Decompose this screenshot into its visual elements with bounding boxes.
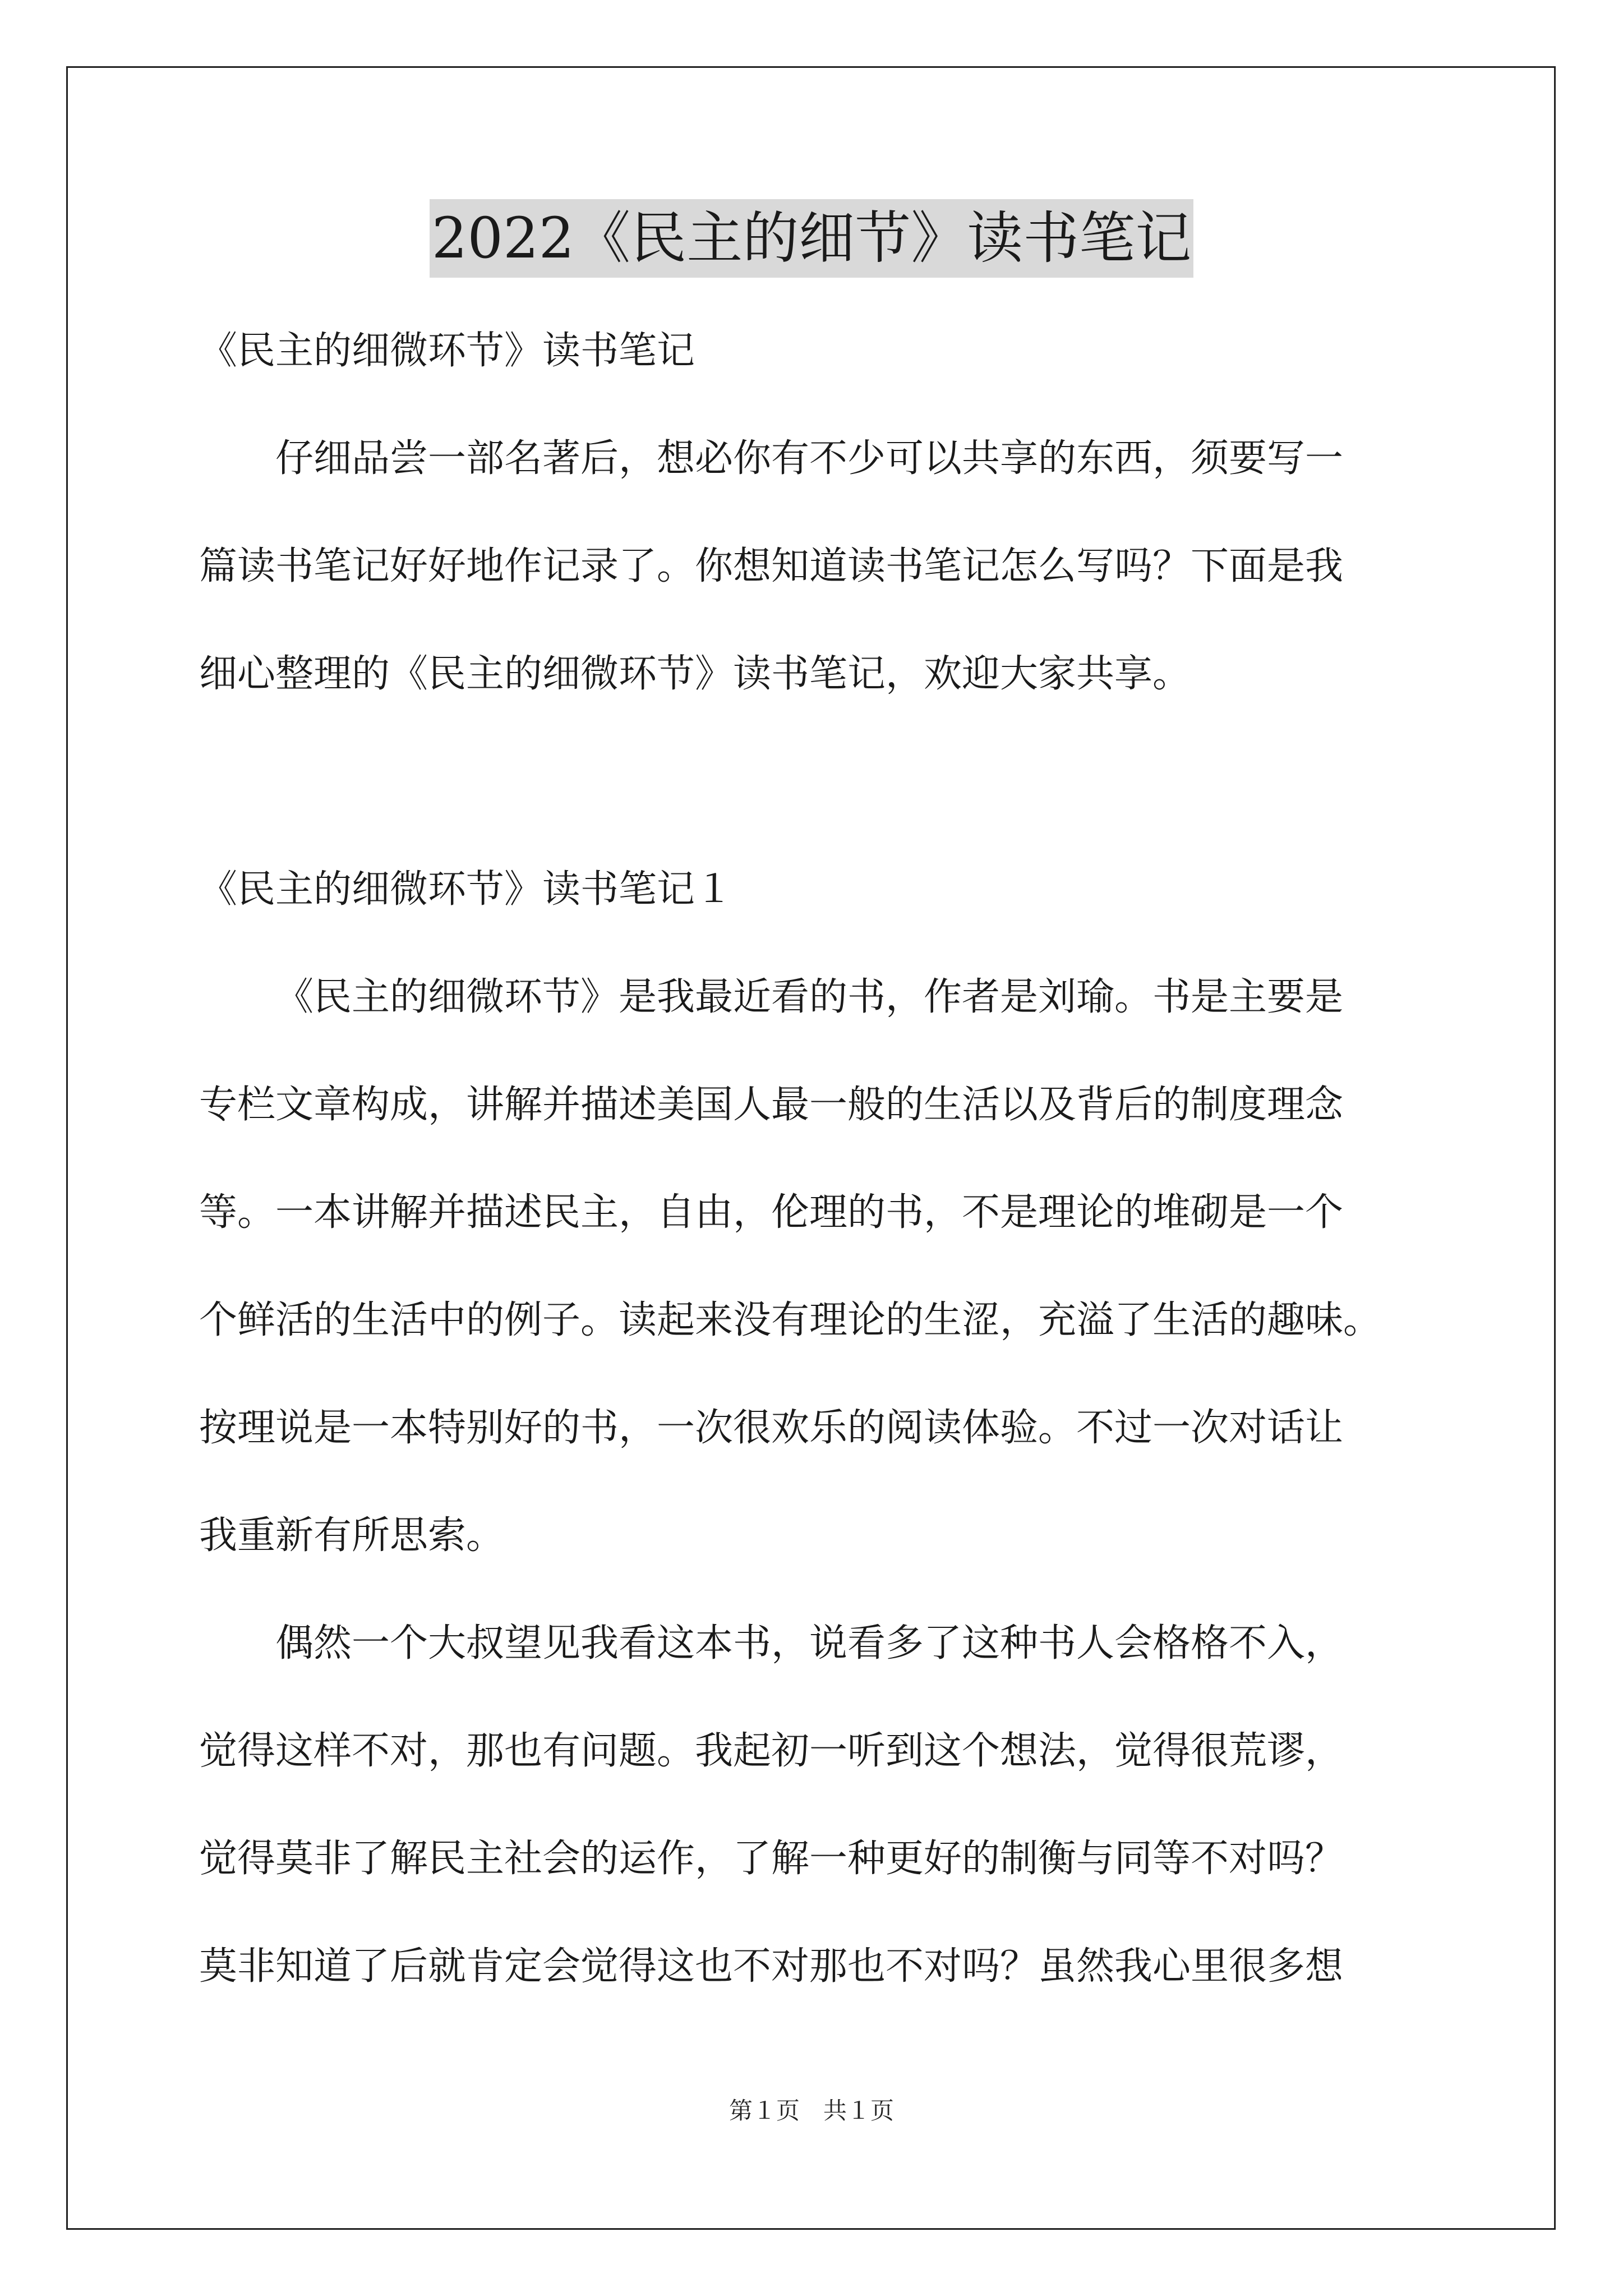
section1-para1-line: 我重新有所思索。 — [199, 1513, 505, 1558]
intro-line: 细心整理的《民主的细微环节》读书笔记，欢迎大家共享。 — [199, 652, 1191, 696]
intro-line: 篇读书笔记好好地作记录了。你想知道读书笔记怎么写吗？下面是我 — [199, 544, 1344, 588]
section1-para2-line: 莫非知道了后就肯定会觉得这也不对那也不对吗？虽然我心里很多想 — [199, 1944, 1344, 1989]
section1-para2-line: 觉得这样不对，那也有问题。我起初一听到这个想法，觉得很荒谬， — [199, 1729, 1344, 1773]
section1-para2-line: 觉得莫非了解民主社会的运作，了解一种更好的制衡与同等不对吗？ — [199, 1837, 1344, 1881]
section1-para1-line: 《民主的细微环节》是我最近看的书，作者是刘瑜。书是主要是 — [275, 975, 1344, 1019]
section1-para2-line: 偶然一个大叔望见我看这本书，说看多了这种书人会格格不入， — [275, 1621, 1344, 1665]
section1-para1-line: 等。一本讲解并描述民主，自由，伦理的书，不是理论的堆砌是一个 — [199, 1190, 1344, 1235]
section1-para1-line: 个鲜活的生活中的例子。读起来没有理论的生涩，充溢了生活的趣味。 — [199, 1298, 1382, 1342]
section1-para1-line: 专栏文章构成，讲解并描述美国人最一般的生活以及背后的制度理念 — [199, 1083, 1344, 1127]
intro-line: 仔细品尝一部名著后，想必你有不少可以共享的东西，须要写一 — [275, 436, 1344, 481]
document-body — [199, 297, 1433, 2021]
paragraph-gap — [199, 728, 1433, 836]
section1-heading: 《民主的细微环节》读书笔记１ — [199, 867, 734, 912]
section1-para1-line: 按理说是一本特别好的书，一次很欢乐的阅读体验。不过一次对话让 — [199, 1406, 1344, 1450]
document-title: 2022《民主的细节》读书笔记 — [430, 199, 1194, 278]
title-container — [0, 199, 1623, 278]
page-footer: 第１页 共１页 — [728, 2097, 894, 2124]
intro-heading: 《民主的细微环节》读书笔记 — [199, 329, 695, 373]
